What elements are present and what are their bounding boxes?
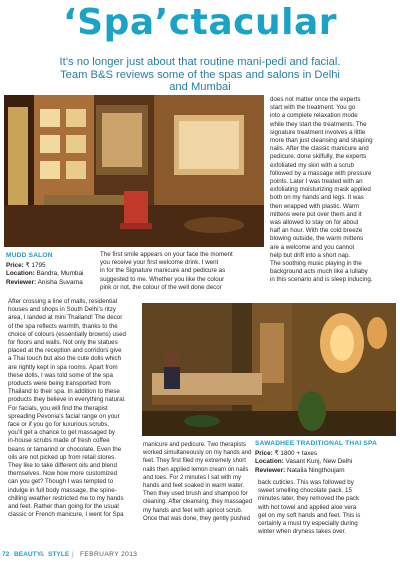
sawadhee-price-label: Price: xyxy=(255,450,273,457)
sawadhee-reviewer-line xyxy=(255,467,345,474)
mudd-price-label: Price: xyxy=(6,262,24,269)
thai-text-right: back cuticles. This was followed by sweet smelling chocolate pack. 15 minutes later, they removed the pack with hot towel and applied aloe vera gel on my soft hands and feet. This is certainly a must try especially during winter when dryness takes over. xyxy=(258,479,361,536)
mudd-reviewer-label: Reviewer: xyxy=(6,279,37,286)
mudd-reviewer-value: Anisha Suvarna xyxy=(37,279,83,286)
mudd-price-value: ₹ 1795 xyxy=(25,262,46,269)
sawadhee-location-label: Location: xyxy=(255,458,284,465)
footer-separator: | xyxy=(72,551,74,558)
mudd-location-value: Bandra, Mumbai xyxy=(36,270,84,277)
sawadhee-location-line xyxy=(255,458,352,465)
article-title: ‘Spa’ctacular xyxy=(62,2,338,43)
sawadhee-reviewer-value: Natalia Ningthoujam xyxy=(286,467,345,474)
mudd-salon-name: MUDD SALON xyxy=(6,252,53,259)
magazine-name: BEAUTY xyxy=(14,551,42,558)
sawadhee-location-value: Vasant Kunj, New Delhi xyxy=(285,458,353,465)
sawadhee-spa-photo xyxy=(142,303,396,436)
sawadhee-reviewer-label: Reviewer: xyxy=(255,467,286,474)
mudd-salon-photo xyxy=(4,95,264,247)
sawadhee-price-value: ₹ 1800 + taxes xyxy=(274,450,318,457)
sawadhee-spa-name: SAWADHEE TRADITIONAL THAI SPA xyxy=(255,440,378,447)
mudd-location-label: Location: xyxy=(6,270,35,277)
page-footer xyxy=(0,551,400,563)
thai-text-left: After crossing a line of malls, residential houses and shops in South Delhi’s ritzy area, I landed at mini Thailand! The decor of the spa reflects warmth, thanks to the choice of colours (essentially browns) used for floors and walls. Not only the statues placed at the reception and corridors give a Thai touch but also the cute dolls which are rightly kept in spa rooms. Apart from these dolls, I was told some of the spa products were being transported from Thailand to their spa. In addition to these products they believe in everything natural. For facials, you will find the therapist spreading Pevonia’s facial range on your face or if you go for luxurious scrubs, you’ll get a chance to get massaged by in-house scrubs made of fresh coffee beans or tamarind or chocolate. Even the oils are not picked up from retail stores. They like to take different oils and blend themselves. Now how more customized can you get? Though I was tempted to indulge in full body massage, the spine- chilling weather restricted me to my hands and feet. Rather than going for the usual classic or French manicure, I went for Spa xyxy=(8,298,126,519)
magazine-ampersand: & xyxy=(40,551,45,558)
mudd-text-left: The first smile appears on your face the moment you receive your first welcome drink. I went in for the Signature manicure and pedicure as suggested to me. Whether you like the colour pink or not, the colour of the well done decor xyxy=(100,251,233,291)
issue-date: FEBRUARY 2013 xyxy=(80,551,138,558)
article-subtitle: It’s no longer just about that routine mani-pedi and facial. Team B&S reviews some of the spas and salons in Delhi and Mumbai xyxy=(59,56,341,93)
sawadhee-price-line xyxy=(255,449,317,457)
mudd-reviewer-line xyxy=(6,279,83,286)
magazine-style: STYLE xyxy=(48,551,70,558)
mudd-text-right: does not matter once the experts start with the treatment. You go into a complete relaxation mode while they start the treatments. The signature treatment involves a little more than just cleansing and shaping nails. After the classic manicure and pedicure, done skilfully, the experts exfoliated my skin with a scrub followed by a massage with pressure points. Later I was treated with an exfoliating moisturizing mask applied both on my hands and legs. It was then wrapped with plastic. Warm mittens were put over them and it was allowed to stay on for about half an hour. With the cold breeze blowing outside, the warm mittens are a welcome and you cannot help but drift into a short nap. The soothing music playing in the background acts much like a lullaby in this scenario and is sleep inducing. xyxy=(270,96,373,284)
mudd-price-line xyxy=(6,261,46,269)
page-number: 72 xyxy=(2,551,10,558)
mudd-location-line xyxy=(6,270,83,277)
thai-text-middle: manicure and pedicure. Two therapists worked simultaneously on my hands and feet. They first filed my extremely short nails then applied lemon cream on nails and toes. For 2 minutes I sat with my hands and feet soaked in warm water. Then they used brush and shampoo for cleaning. After cleansing, they massaged my hands and feet with apricot scrub. Once that was done, they gently pushed xyxy=(143,442,253,522)
